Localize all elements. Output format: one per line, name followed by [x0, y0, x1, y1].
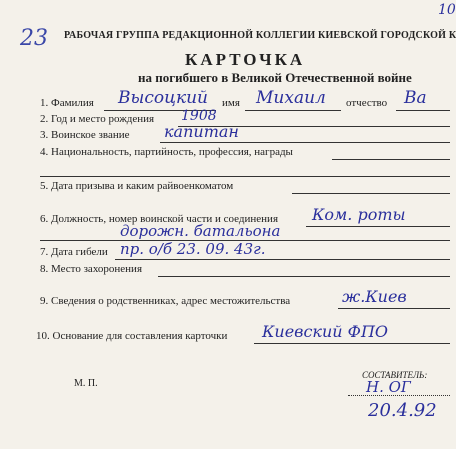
- patronymic-value: Ва: [404, 88, 427, 108]
- name-label: имя: [222, 97, 240, 109]
- top-right-mark: 10: [438, 2, 456, 18]
- relatives-label: 9. Сведения о родственниках, адрес местожительства: [40, 295, 291, 307]
- death-date-value: пр. о/б 23. 09. 43г.: [120, 240, 266, 258]
- rank-value: капитан: [164, 122, 239, 141]
- name-value: Михаил: [256, 88, 326, 108]
- position-value-2: дорожн. батальона: [120, 222, 281, 240]
- document-header: РАБОЧАЯ ГРУППА РЕДАКЦИОННОЙ КОЛЛЕГИИ КИЕВСКОЙ ГОРОДСКОЙ К: [64, 30, 456, 41]
- compiler-label: СОСТАВИТЕЛЬ:: [362, 370, 428, 380]
- compiler-date: 20.4.92: [368, 400, 437, 421]
- basis-value: Киевский ФПО: [262, 322, 389, 341]
- conscription-label: 5. Дата призыва и каким райвоенкоматом: [40, 180, 234, 192]
- nationality-label: 4. Национальность, партийность, профессия, награды: [40, 146, 293, 158]
- compiler-sign: Н. ОГ: [366, 378, 411, 396]
- corner-mark: 23: [20, 26, 48, 51]
- surname-label: 1. Фамилия: [40, 97, 94, 109]
- position-label: 6. Должность, номер воинской части и соединения: [40, 213, 278, 225]
- patronymic-label: отчество: [346, 97, 388, 109]
- basis-label: 10. Основание для составления карточки: [36, 330, 228, 342]
- relatives-value: ж.Киев: [342, 287, 407, 306]
- death-date-label: 7. Дата гибели: [40, 246, 108, 258]
- birth-value: 1908: [181, 108, 217, 124]
- document-subtitle: на погибшего в Великой Отечественной войне: [138, 70, 412, 85]
- rank-label: 3. Воинское звание: [40, 129, 130, 141]
- birth-label: 2. Год и место рождения: [40, 113, 155, 125]
- document-title: КАРТОЧКА: [185, 50, 306, 69]
- surname-value: Высоцкий: [118, 88, 209, 108]
- burial-label: 8. Место захоронения: [40, 263, 142, 275]
- mp-label: М. П.: [74, 378, 98, 389]
- position-value-1: Ком. роты: [312, 205, 406, 224]
